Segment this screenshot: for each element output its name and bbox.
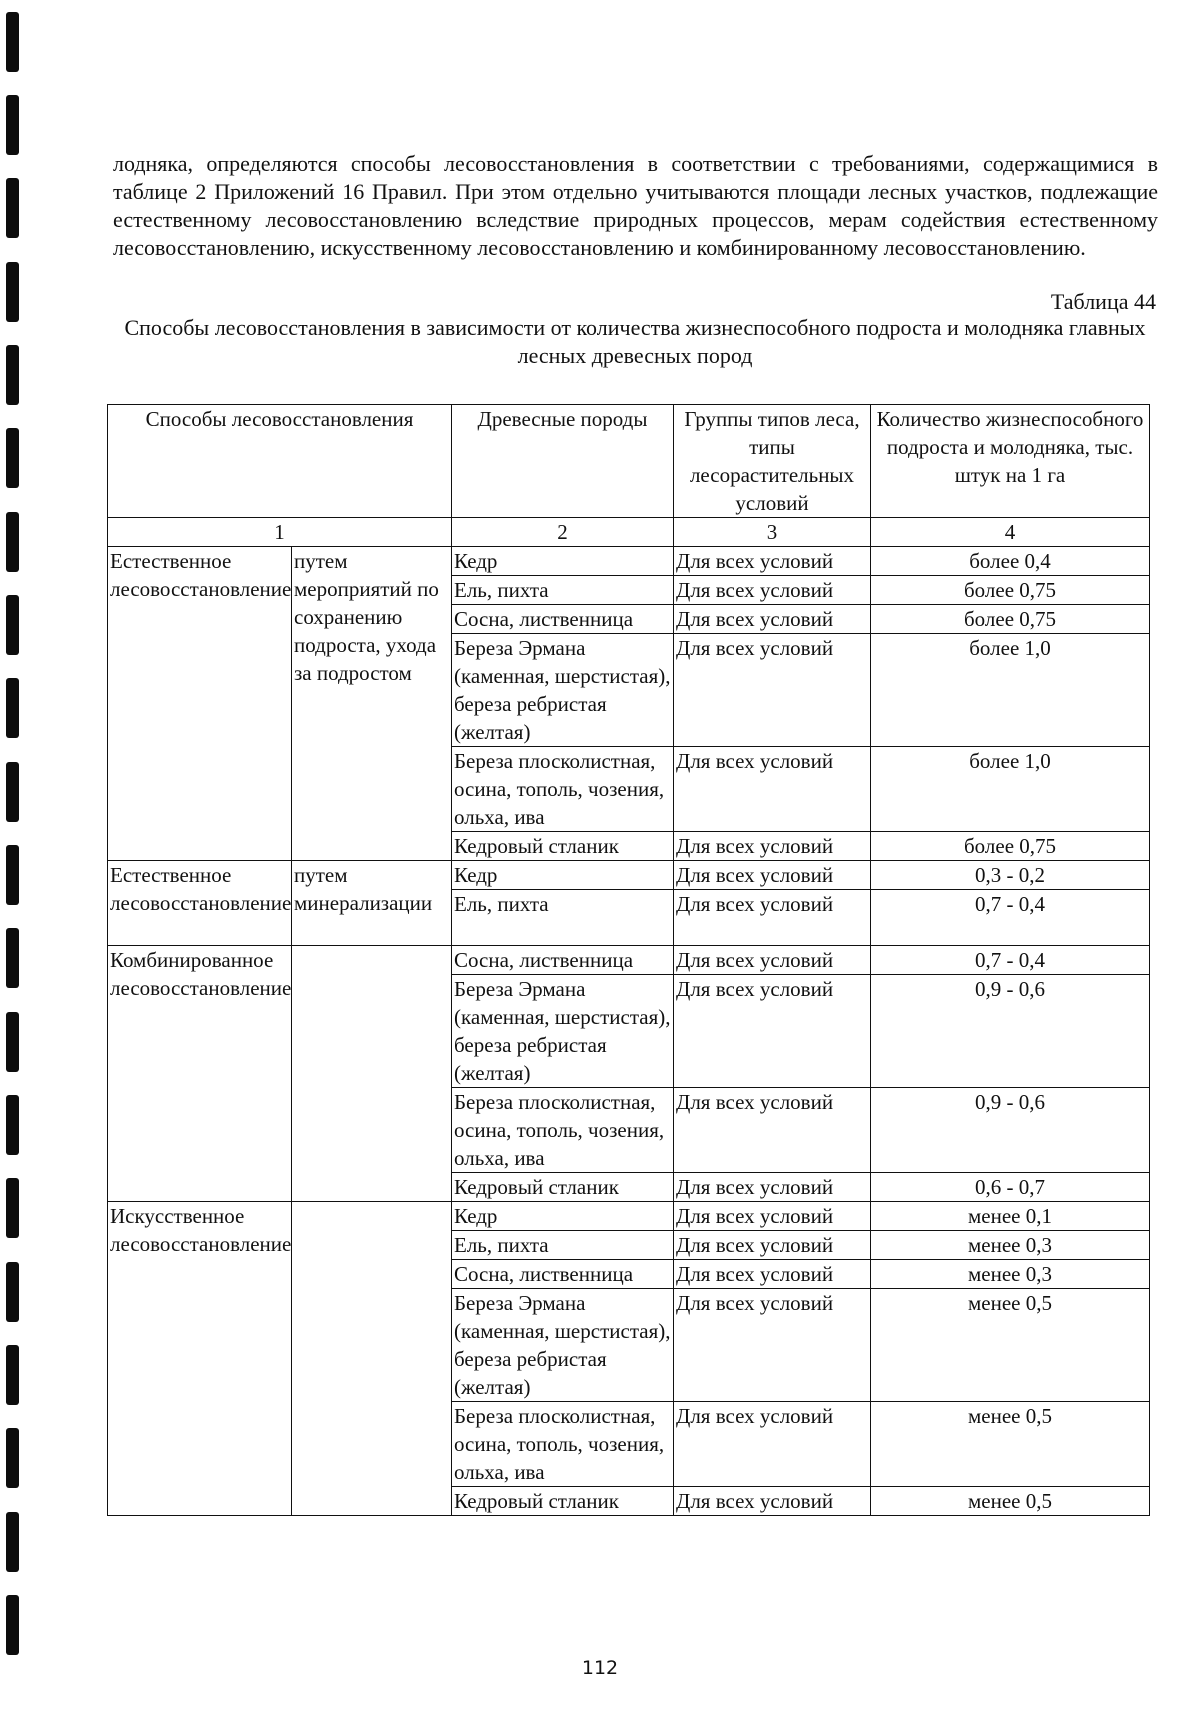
condition-cell: Для всех условий [674, 975, 871, 1088]
binder-mark [6, 512, 19, 572]
quantity-cell: менее 0,5 [871, 1402, 1150, 1487]
species-cell: Кедр [452, 861, 674, 890]
submethod-cell [292, 1202, 452, 1516]
table-row [108, 547, 1150, 576]
species-cell: Кедровый стланик [452, 1173, 674, 1202]
binder-mark [6, 845, 19, 905]
method-cell: Искусственное лесовосстановление [108, 1202, 292, 1516]
table-row [108, 861, 1150, 890]
species-cell: Кедровый стланик [452, 1487, 674, 1516]
condition-cell: Для всех условий [674, 1260, 871, 1289]
quantity-cell: 0,3 - 0,2 [871, 861, 1150, 890]
condition-cell: Для всех условий [674, 547, 871, 576]
intro-paragraph: лодняка, определяются способы лесовосстановления в соответствии с требованиями, содержащимися в таблице 2 Приложений 16 Правил. При этом отдельно учитываются площади лесных участков, подлежащие естественному лесовосстановлению вследствие природных процессов, мерам содействия естественному лесовосстановлению, искусственному лесовосстановлению и комбинированному лесовосстановлению. [113, 151, 1158, 260]
table-caption: Способы лесовосстановления в зависимости от количества жизнеспособного подроста и молодняка главных лесных древесных пород [124, 315, 1146, 368]
condition-cell: Для всех условий [674, 1088, 871, 1173]
method-cell: Комбинированное лесовосстановление [108, 946, 292, 1202]
quantity-cell: более 1,0 [871, 747, 1150, 832]
quantity-cell: менее 0,3 [871, 1260, 1150, 1289]
method-cell: Естественное лесовосстановление [108, 861, 292, 946]
species-cell: Кедровый стланик [452, 832, 674, 861]
binder-mark [6, 1595, 19, 1655]
quantity-cell: более 0,4 [871, 547, 1150, 576]
quantity-cell: менее 0,5 [871, 1289, 1150, 1402]
binder-mark [6, 595, 19, 655]
species-cell: Береза плосколистная, осина, тополь, чозения, ольха, ива [452, 1402, 674, 1487]
condition-cell: Для всех условий [674, 861, 871, 890]
species-cell: Береза плосколистная, осина, тополь, чозения, ольха, ива [452, 1088, 674, 1173]
binder-mark [6, 928, 19, 988]
binder-mark [6, 95, 19, 155]
quantity-cell: 0,9 - 0,6 [871, 1088, 1150, 1173]
table-row [108, 1202, 1150, 1231]
condition-cell: Для всех условий [674, 1231, 871, 1260]
species-cell: Береза Эрмана (каменная, шерстистая), береза ребристая (желтая) [452, 1289, 674, 1402]
species-cell: Ель, пихта [452, 1231, 674, 1260]
header-row [108, 405, 1150, 518]
binder-mark [6, 345, 19, 405]
header-quantity: Количество жизнеспособного подроста и молодняка, тыс. штук на 1 га [871, 405, 1150, 518]
header-methods: Способы лесовосстановления [108, 405, 452, 518]
species-cell: Сосна, лиственница [452, 946, 674, 975]
binder-mark [6, 1095, 19, 1155]
quantity-cell: менее 0,3 [871, 1231, 1150, 1260]
species-cell: Береза Эрмана (каменная, шерстистая), береза ребристая (желтая) [452, 975, 674, 1088]
table-number: Таблица 44 [1050, 289, 1156, 314]
header-forest-types: Группы типов леса, типы лесорастительных условий [674, 405, 871, 518]
quantity-cell: более 0,75 [871, 832, 1150, 861]
condition-cell: Для всех условий [674, 634, 871, 747]
condition-cell: Для всех условий [674, 576, 871, 605]
binder-mark [6, 1345, 19, 1405]
binder-mark [6, 1178, 19, 1238]
binder-mark [6, 762, 19, 822]
column-number-row [108, 518, 1150, 547]
condition-cell: Для всех условий [674, 832, 871, 861]
submethod-cell: путем минерализации [292, 861, 452, 946]
binder-mark [6, 1512, 19, 1572]
condition-cell: Для всех условий [674, 605, 871, 634]
submethod-cell: путем мероприятий по сохранению подроста, ухода за подростом [292, 547, 452, 861]
column-number: 4 [871, 518, 1150, 547]
binder-mark [6, 1012, 19, 1072]
species-cell: Береза Эрмана (каменная, шерстистая), береза ребристая (желтая) [452, 634, 674, 747]
quantity-cell: более 0,75 [871, 605, 1150, 634]
condition-cell: Для всех условий [674, 946, 871, 975]
quantity-cell: менее 0,5 [871, 1487, 1150, 1516]
page-number: 112 [581, 1657, 619, 1679]
species-cell: Кедр [452, 1202, 674, 1231]
condition-cell: Для всех условий [674, 1202, 871, 1231]
method-cell: Естественное лесовосстановление [108, 547, 292, 861]
column-number: 2 [452, 518, 674, 547]
quantity-cell: 0,6 - 0,7 [871, 1173, 1150, 1202]
binder-mark [6, 1428, 19, 1488]
binder-mark [6, 1262, 19, 1322]
binder-mark [6, 262, 19, 322]
quantity-cell: 0,7 - 0,4 [871, 946, 1150, 975]
quantity-cell: 0,7 - 0,4 [871, 890, 1150, 946]
species-cell: Сосна, лиственница [452, 1260, 674, 1289]
reforestation-table [107, 404, 1150, 1516]
species-cell: Ель, пихта [452, 576, 674, 605]
species-cell: Береза плосколистная, осина, тополь, чозения, ольха, ива [452, 747, 674, 832]
binder-mark [6, 178, 19, 238]
quantity-cell: 0,9 - 0,6 [871, 975, 1150, 1088]
binder-mark [6, 678, 19, 738]
condition-cell: Для всех условий [674, 1487, 871, 1516]
condition-cell: Для всех условий [674, 1289, 871, 1402]
quantity-cell: более 1,0 [871, 634, 1150, 747]
table-row [108, 946, 1150, 975]
species-cell: Ель, пихта [452, 890, 674, 946]
column-number: 1 [108, 518, 452, 547]
binder-mark [6, 428, 19, 488]
binder-mark [6, 12, 19, 72]
column-number: 3 [674, 518, 871, 547]
header-species: Древесные породы [452, 405, 674, 518]
condition-cell: Для всех условий [674, 1402, 871, 1487]
submethod-cell [292, 946, 452, 1202]
condition-cell: Для всех условий [674, 890, 871, 946]
quantity-cell: более 0,75 [871, 576, 1150, 605]
condition-cell: Для всех условий [674, 747, 871, 832]
condition-cell: Для всех условий [674, 1173, 871, 1202]
species-cell: Сосна, лиственница [452, 605, 674, 634]
species-cell: Кедр [452, 547, 674, 576]
quantity-cell: менее 0,1 [871, 1202, 1150, 1231]
